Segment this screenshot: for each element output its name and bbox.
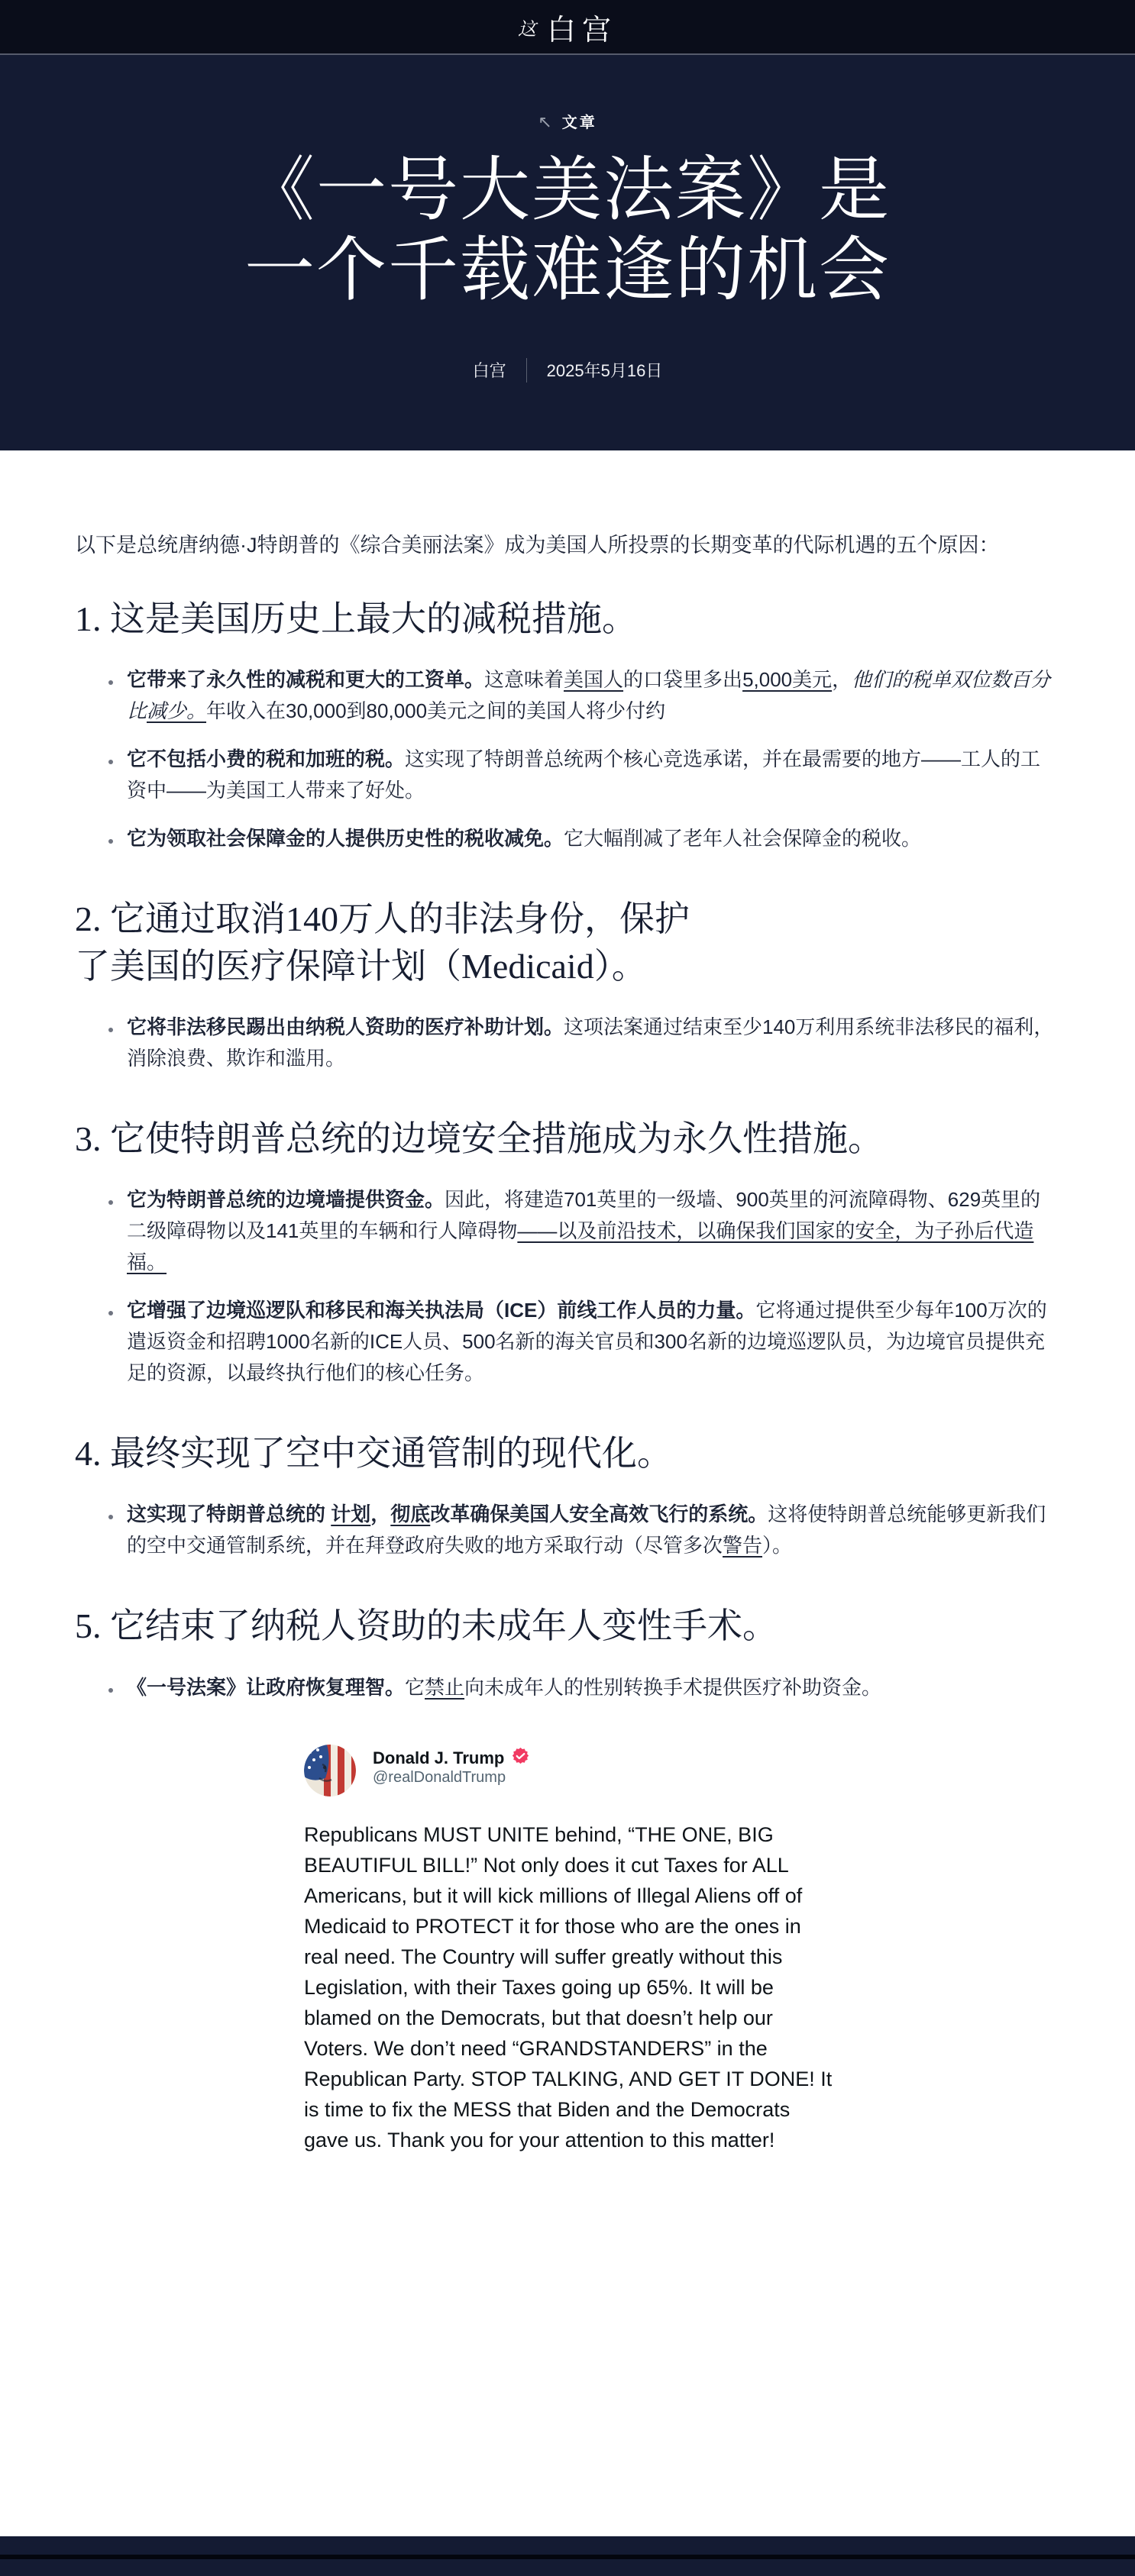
bullet-item bbox=[122, 744, 1060, 806]
inline-link[interactable]: ——以及前沿技术，以确保我们国家的安全，为子孙后代造福。 bbox=[127, 1219, 1034, 1274]
bullet-item bbox=[122, 1295, 1060, 1389]
footer-band-bottom bbox=[0, 2559, 1135, 2576]
text-segment: 这意味着 bbox=[484, 668, 564, 692]
page-footer bbox=[0, 2536, 1135, 2576]
article-body bbox=[0, 450, 1135, 2155]
whitehouse-logo[interactable] bbox=[518, 6, 617, 48]
byline-date: 2025年5月16日 bbox=[546, 361, 663, 381]
articles-back-link[interactable] bbox=[0, 55, 1135, 132]
byline-divider bbox=[526, 358, 527, 383]
inline-link[interactable]: 彻底 bbox=[390, 1503, 431, 1526]
byline bbox=[0, 358, 1135, 383]
section-heading-2: 2. 它通过取消140万人的非法身份，保护 了美国的医疗保障计划（Medicaid）。 bbox=[75, 899, 690, 986]
text-segment: 改革确保美国人安全高效飞行的系统。 bbox=[430, 1503, 768, 1526]
tweet-author-handle[interactable]: @realDonaldTrump bbox=[373, 1768, 506, 1786]
eyebrow-label: 文章 bbox=[561, 115, 597, 131]
footer-band-top bbox=[0, 2536, 1135, 2555]
tweet-embed[interactable] bbox=[304, 1745, 839, 2155]
text-segment: 向未成年人的性别转换手术提供医疗补助资金。 bbox=[464, 1675, 882, 1699]
inline-link[interactable]: 5,000美元 bbox=[742, 668, 833, 692]
section-5-bullets bbox=[75, 1672, 1060, 1703]
text-segment: 它为特朗普总统的边境墙提供资金。 bbox=[127, 1188, 445, 1212]
bullet-item bbox=[122, 1184, 1060, 1278]
text-segment: 这实现了特朗普总统两个核心竞选承诺，并在最需要的地方——工人的工资中——为美国工人带来了好处。 bbox=[127, 747, 1041, 802]
bullet-item bbox=[122, 1012, 1060, 1074]
section-heading-1: 1. 这是美国历史上最大的减税措施。 bbox=[75, 599, 637, 638]
hero-section bbox=[0, 55, 1135, 450]
bullet-item bbox=[122, 1499, 1060, 1561]
section-heading-4: 4. 最终实现了空中交通管制的现代化。 bbox=[75, 1434, 672, 1474]
inline-link[interactable]: 计划 bbox=[331, 1503, 371, 1526]
text-segment: 它带来了永久性的减税和更大的工资单。 bbox=[127, 668, 485, 692]
page-title bbox=[0, 150, 1135, 311]
inline-link[interactable]: 减少。 bbox=[147, 699, 207, 723]
inline-link[interactable]: 禁止 bbox=[425, 1675, 465, 1699]
text-segment: 年收入在30,000到80,000美元之间的美国人将少付约 bbox=[206, 699, 666, 723]
text-segment: ）。 bbox=[762, 1534, 793, 1558]
text-segment: 这实现了特朗普总统的 bbox=[127, 1503, 331, 1526]
text-segment: 的口袋里多出 bbox=[623, 668, 743, 692]
tweet-header bbox=[304, 1745, 839, 1796]
text-segment: 它 bbox=[405, 1675, 425, 1699]
text-segment: 因此，将建造701英里的一级墙、900英里的河流障碍物、629英里的二级障碍物以及141英里的车辆和行人障碍物 bbox=[127, 1188, 1041, 1243]
text-segment: 它大幅削减了老年人社会保障金的税收。 bbox=[564, 827, 922, 851]
logo-text: 白宫 bbox=[546, 14, 617, 47]
text-segment: ， bbox=[832, 668, 852, 692]
text-segment: 这将使特朗普总统能够更新我们的空中交通管制系统，并在拜登政府失败的地方采取行动（尽管多次 bbox=[127, 1503, 1046, 1558]
title-line-2: 一个千载难逢的机会 bbox=[244, 231, 891, 309]
section-3-bullets bbox=[75, 1184, 1060, 1389]
article-sections bbox=[75, 596, 1060, 1703]
section-1-bullets bbox=[75, 664, 1060, 854]
text-segment: 它不包括小费的税和加班的税。 bbox=[127, 747, 406, 771]
section-2-bullets bbox=[75, 1012, 1060, 1074]
logo-prefix: 这 bbox=[517, 19, 536, 40]
back-arrow-icon: ↖ bbox=[538, 112, 555, 131]
section-heading-3: 3. 它使特朗普总统的边境安全措施成为永久性措施。 bbox=[75, 1119, 883, 1159]
inline-link[interactable]: 警告 bbox=[723, 1534, 763, 1558]
text-segment: 它增强了边境巡逻队和移民和海关执法局（ICE）前线工作人员的力量。 bbox=[127, 1299, 756, 1322]
text-segment: 它将非法移民踢出由纳税人资助的医疗补助计划。 bbox=[127, 1015, 564, 1039]
section-4-bullets bbox=[75, 1499, 1060, 1561]
text-segment: 它为领取社会保障金的人提供历史性的税收减免。 bbox=[127, 827, 564, 851]
tweet-body-text: Republicans MUST UNITE behind, “THE ONE, BIG BEAUTIFUL BILL!” Not only does it cut Taxes for ALL Americans, but it will kick millions of Illegal Aliens off of Medicaid to PROTECT it for those who are the ones in real need. The Country will suffer greatly without this Legislation, with their Taxes going up 65%. It will be blamed on the Democrats, but that doesn’t help our Voters. We don’t need “GRANDSTANDERS” in the Republican Party. STOP TALKING, AND GET IT DONE! It is time to fix the MESS that Biden and the Democrats gave us. Thank you for your attention to this matter! bbox=[304, 1822, 833, 2152]
text-segment: 这项法案通过结束至少140万利用系统非法移民的福利，消除浪费、欺诈和滥用。 bbox=[127, 1015, 1054, 1070]
top-bar bbox=[0, 0, 1135, 55]
byline-author: 白宫 bbox=[472, 361, 506, 381]
bullet-item bbox=[122, 1672, 1060, 1703]
tweet-name-row bbox=[373, 1748, 529, 1769]
inline-link[interactable]: 美国人 bbox=[564, 668, 624, 692]
tweet-identity bbox=[373, 1745, 529, 1787]
bullet-item bbox=[122, 823, 1060, 854]
intro-paragraph: 以下是总统唐纳德·J特朗普的《综合美丽法案》成为美国人所投票的长期变革的代际机遇的五个原因： bbox=[75, 534, 1000, 557]
text-segment: ， bbox=[370, 1503, 391, 1526]
bullet-item bbox=[122, 664, 1060, 727]
text-segment: 他们的税单双位数百分比 bbox=[127, 668, 1051, 723]
text-segment: 它将通过提供至少每年100万次的遣返资金和招聘1000名新的ICE人员、500名新的海关官员和300名新的边境巡逻队员，为边境官员提供充足的资源，以最终执行他们的核心任务。 bbox=[127, 1299, 1047, 1385]
tweet-author-name[interactable]: Donald J. Trump bbox=[373, 1748, 505, 1767]
verified-badge-icon bbox=[512, 1748, 529, 1769]
trump-avatar bbox=[304, 1745, 356, 1796]
text-segment: 《一号法案》让政府恢复理智。 bbox=[127, 1675, 406, 1699]
title-line-1: 《一号大美法案》是 bbox=[244, 151, 891, 229]
section-heading-5: 5. 它结束了纳税人资助的未成年人变性手术。 bbox=[75, 1606, 778, 1646]
